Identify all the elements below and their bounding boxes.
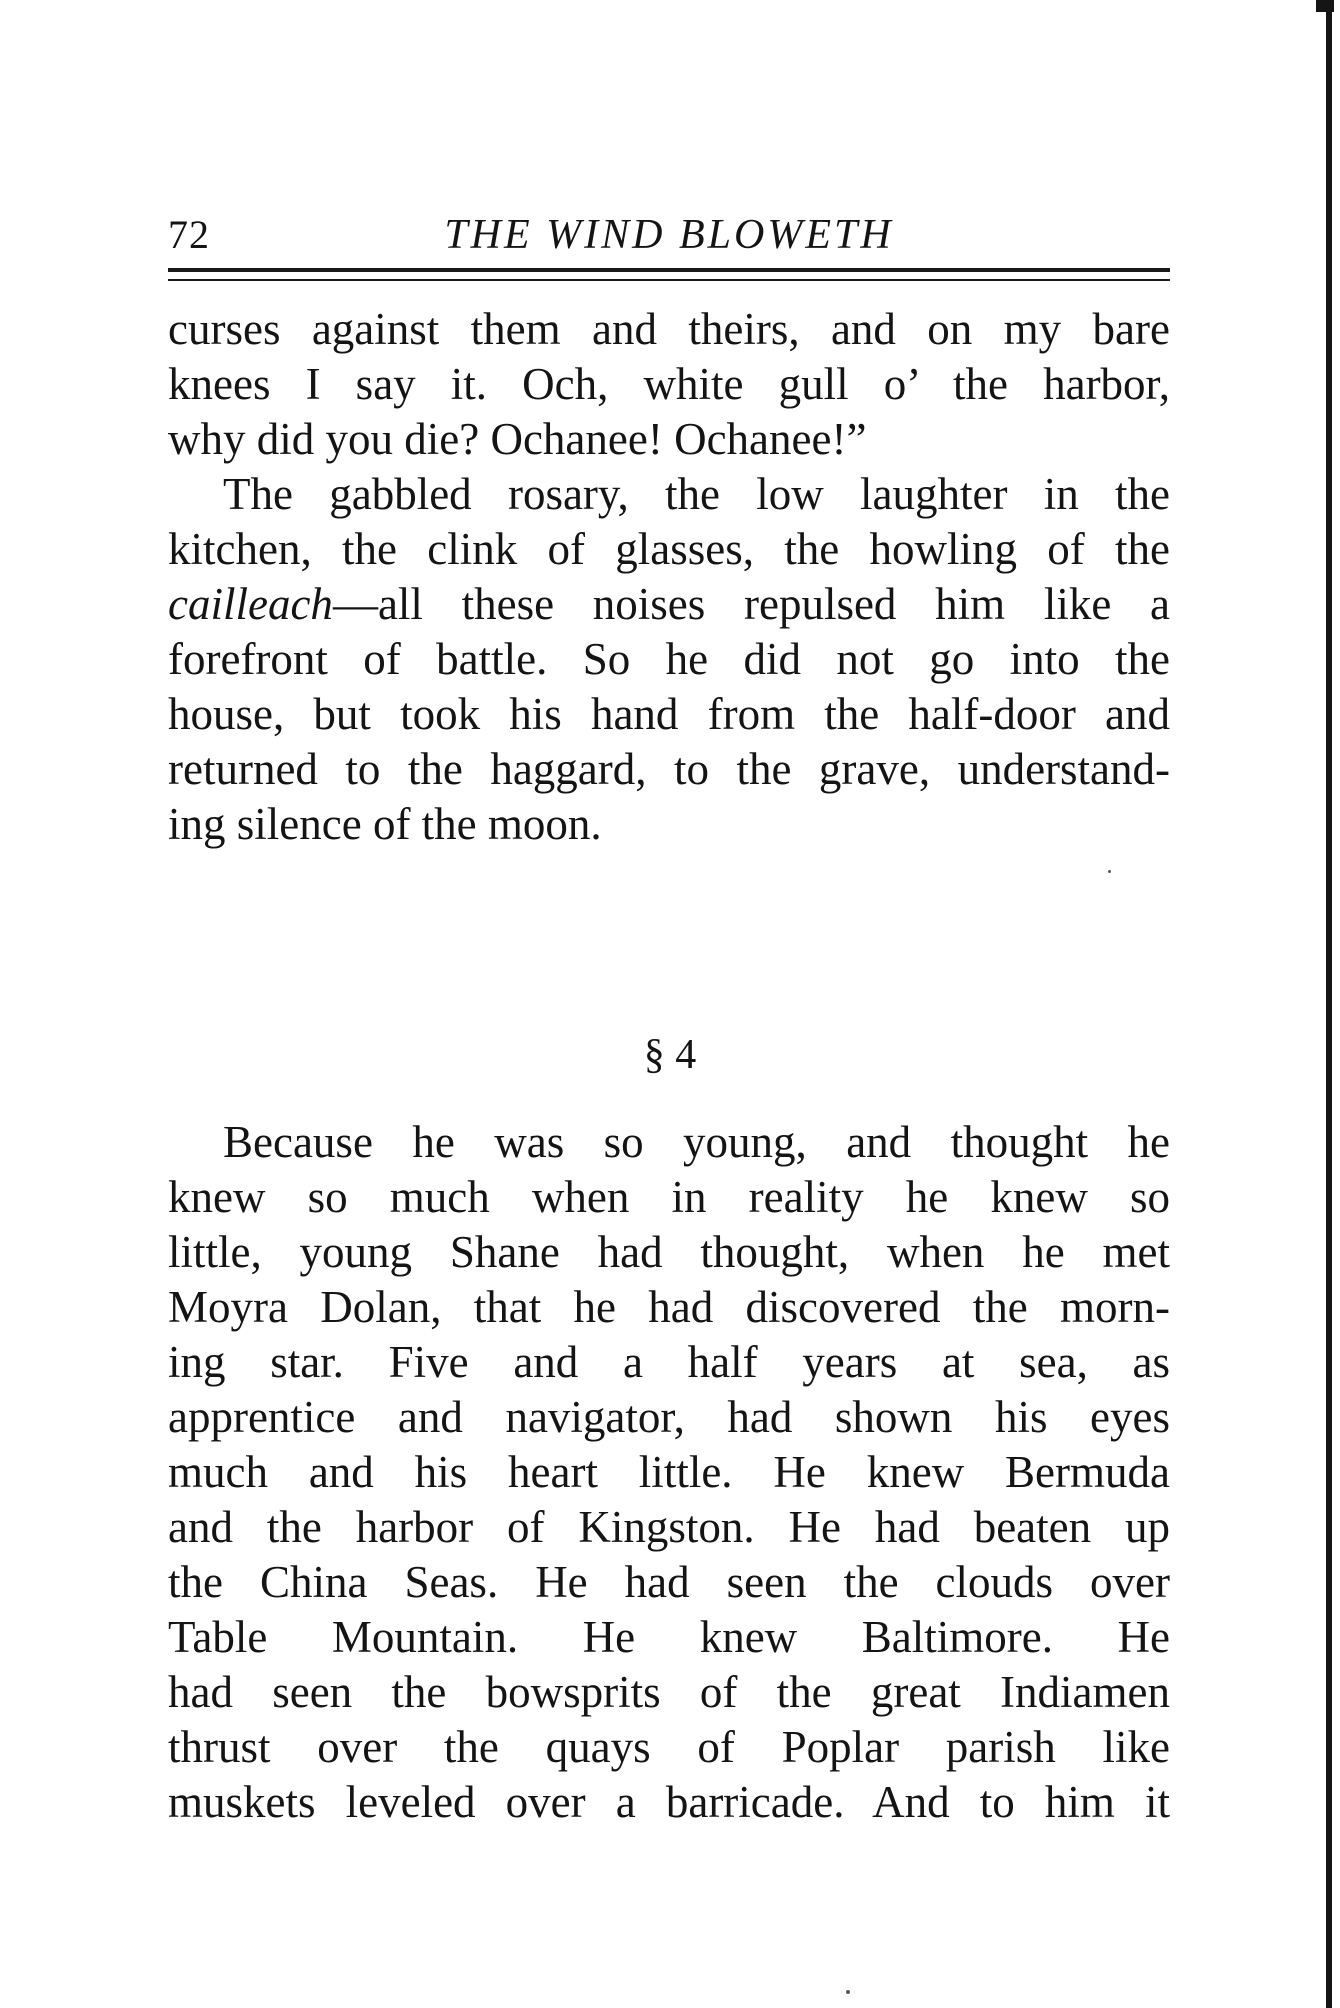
text-line-with-italic [168, 577, 1170, 632]
page-number: 72 [168, 212, 210, 257]
text-line: little, young Shane had thought, when he met [168, 1227, 1170, 1277]
text-line: knew so much when in reality he knew so [168, 1172, 1170, 1222]
passage-one [168, 302, 1170, 852]
page-edge-shadow [1326, 0, 1332, 2008]
text-line: curses against them and theirs, and on my bare [168, 304, 1170, 354]
text-line: ing star. Five and a half years at sea, as [168, 1337, 1170, 1387]
text-line: knees I say it. Och, white gull o’ the harbor, [168, 359, 1170, 409]
text-line: The gabbled rosary, the low laughter in the [223, 469, 1170, 519]
text-line: Because he was so young, and thought he [223, 1117, 1170, 1167]
text-line: returned to the haggard, to the grave, understand- [168, 744, 1170, 794]
text-line: much and his heart little. He knew Bermuda [168, 1447, 1170, 1497]
page-edge-notch [1316, 0, 1334, 12]
section-heading: § 4 [643, 1032, 697, 1078]
text-line: house, but took his hand from the half-door and [168, 689, 1170, 739]
text-line: the China Seas. He had seen the clouds over [168, 1557, 1170, 1607]
text-line: had seen the bowsprits of the great Indiamen [168, 1667, 1170, 1717]
text-line: forefront of battle. So he did not go into the [168, 634, 1170, 684]
paper-speck [846, 1990, 850, 1994]
page-header [168, 205, 1170, 265]
text-fragment: —all these noises repulsed him like a [332, 579, 1170, 629]
header-rule-thin [168, 279, 1170, 281]
text-line: thrust over the quays of Poplar parish like [168, 1722, 1170, 1772]
header-rule-thick [168, 268, 1170, 272]
passage-two [168, 1115, 1170, 1830]
text-line: why did you die? Ochanee! Ochanee!” [168, 414, 867, 464]
text-line: muskets leveled over a barricade. And to him it [168, 1777, 1170, 1827]
running-title: THE WIND BLOWETH [444, 212, 894, 258]
text-line: ing silence of the moon. [168, 799, 602, 849]
paper-speck [1108, 870, 1111, 873]
text-line: and the harbor of Kingston. He had beaten up [168, 1502, 1170, 1552]
text-line: kitchen, the clink of glasses, the howling of the [168, 524, 1170, 574]
italic-word: cailleach [168, 579, 333, 629]
text-line: Moyra Dolan, that he had discovered the morn- [168, 1282, 1170, 1332]
text-line: Table Mountain. He knew Baltimore. He [168, 1612, 1170, 1662]
text-line: apprentice and navigator, had shown his eyes [168, 1392, 1170, 1442]
